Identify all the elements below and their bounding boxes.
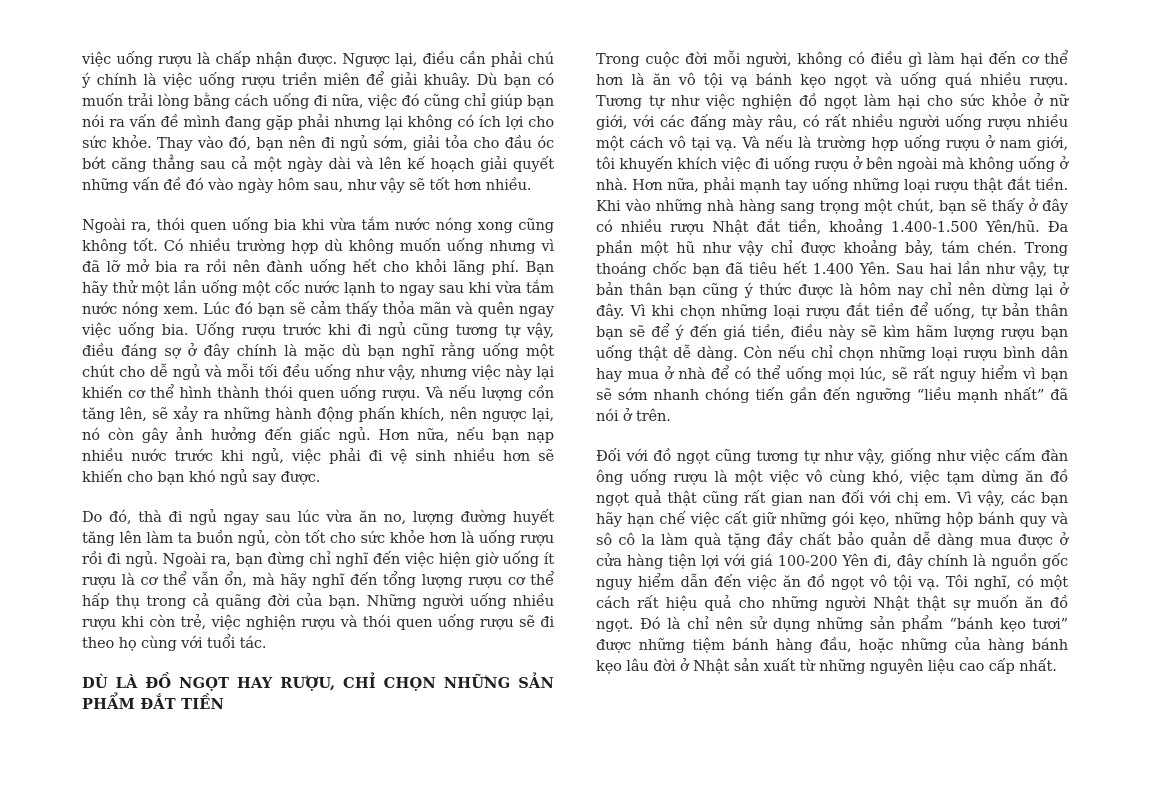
body-paragraph: việc uống rượu là chấp nhận được. Ngược lại, điều cần phải chú ý chính là việc uống rượu triền miên để giải khuây. Dù bạn có muốn trải lòng bằng cách uống đi nữa, việc đó cũng chỉ giúp bạn nói ra vấn đề mình đang gặp phải nhưng lại không có ích lợi cho sức khỏe. Thay vào đó, bạn nên đi ngủ sớm, giải tỏa cho đầu óc bớt căng thẳng sau cả một ngày dài và lên kế hoạch giải quyết những vấn đề đó vào ngày hôm sau, như vậy sẽ tốt hơn nhiều. bbox=[82, 51, 554, 194]
left-column bbox=[82, 49, 554, 715]
body-paragraph: Trong cuộc đời mỗi người, không có điều gì làm hại đến cơ thể hơn là ăn vô tội vạ bánh kẹo ngọt và uống quá nhiều rượu. Tương tự như việc nghiện đồ ngọt làm hại cho sức khỏe ở nữ giới, với các đấng mày râu, có rất nhiều người uống rượu nhiều một cách vô tại vạ. Và nếu là trường hợp uống rượu ở nam giới, tôi khuyến khích việc đi uống rượu ở bên ngoài mà không uống ở nhà. Hơn nữa, phải mạnh tay uống những loại rượu thật đắt tiền. Khi vào những nhà hàng sang trọng một chút, bạn sẽ thấy ở đây có nhiều rượu Nhật đắt tiền, khoảng 1.400-1.500 Yên/hũ. Đa phần một hũ như vậy chỉ được khoảng bảy, tám chén. Trong thoáng chốc bạn đã tiêu hết 1.400 Yên. Sau hai lần như vậy, tự bản thân bạn cũng ý thức được là hôm nay chỉ nên dừng lại ở đây. Vì khi chọn những loại rượu đắt tiền để uống, tự bản thân bạn sẽ để ý đến giá tiền, điều này sẽ kìm hãm lượng rượu bạn uống thật dễ dàng. Còn nếu chỉ chọn những loại rượu bình dân hay mua ở nhà để có thể uống mọi lúc, sẽ rất nguy hiểm vì bạn sẽ sớm nhanh chóng tiến gần đến ngưỡng “liều mạnh nhất” đã nói ở trên. bbox=[596, 51, 1068, 425]
section-heading: DÙ LÀ ĐỒ NGỌT HAY RƯỢU, CHỈ CHỌN NHỮNG SẢN PHẨM ĐẮT TIỀN bbox=[82, 675, 554, 713]
body-paragraph: Đối với đồ ngọt cũng tương tự như vậy, giống như việc cấm đàn ông uống rượu là một việc vô cùng khó, việc tạm dừng ăn đồ ngọt quả thật cũng rất gian nan đối với chị em. Vì vậy, các bạn hãy hạn chế việc cất giữ những gói kẹo, những hộp bánh quy và sô cô la làm quà tặng đầy chất bảo quản dễ dàng mua được ở cửa hàng tiện lợi với giá 100-200 Yên đi, đây chính là nguồn gốc nguy hiểm dẫn đến việc ăn đồ ngọt vô tội vạ. Tôi nghĩ, có một cách rất hiệu quả cho những người Nhật thật sự muốn ăn đồ ngọt. Đó là chỉ nên sử dụng những sản phẩm “bánh kẹo tươi” được những tiệm bánh hàng đầu, hoặc những của hàng bánh kẹo lâu đời ở Nhật sản xuất từ những nguyên liệu cao cấp nhất. bbox=[596, 448, 1068, 675]
body-paragraph: Ngoài ra, thói quen uống bia khi vừa tắm nước nóng xong cũng không tốt. Có nhiều trường hợp dù không muốn uống nhưng vì đã lỡ mở bia ra rồi nên đành uống hết cho khỏi lãng phí. Bạn hãy thử một lần uống một cốc nước lạnh to ngay sau khi vừa tắm nước nóng xem. Lúc đó bạn sẽ cảm thấy thỏa mãn và quên ngay việc uống bia. Uống rượu trước khi đi ngủ cũng tương tự vậy, điều đáng sợ ở đây chính là mặc dù bạn nghĩ rằng uống một chút cho dễ ngủ và mỗi tối đều uống như vậy, nhưng việc này lại khiến cơ thể hình thành thói quen uống rượu. Và nếu lượng cồn tăng lên, sẽ xảy ra những hành động phấn khích, nên ngược lại, nó còn gây ảnh hưởng đến giấc ngủ. Hơn nữa, nếu bạn nạp nhiều nước trước khi ngủ, việc phải đi vệ sinh nhiều hơn sẽ khiến cho bạn khó ngủ say được. bbox=[82, 217, 554, 486]
body-paragraph: Do đó, thà đi ngủ ngay sau lúc vừa ăn no, lượng đường huyết tăng lên làm ta buồn ngủ, còn tốt cho sức khỏe hơn là uống rượu rồi đi ngủ. Ngoài ra, bạn đừng chỉ nghĩ đến việc hiện giờ uống ít rượu là cơ thể vẫn ổn, mà hãy nghĩ đến tổng lượng rượu cơ thể hấp thụ trong cả quãng đời của bạn. Những người uống nhiều rượu khi còn trẻ, việc nghiện rượu và thói quen uống rượu sẽ đi theo họ cùng với tuổi tác. bbox=[82, 509, 554, 652]
right-column bbox=[596, 49, 1068, 696]
